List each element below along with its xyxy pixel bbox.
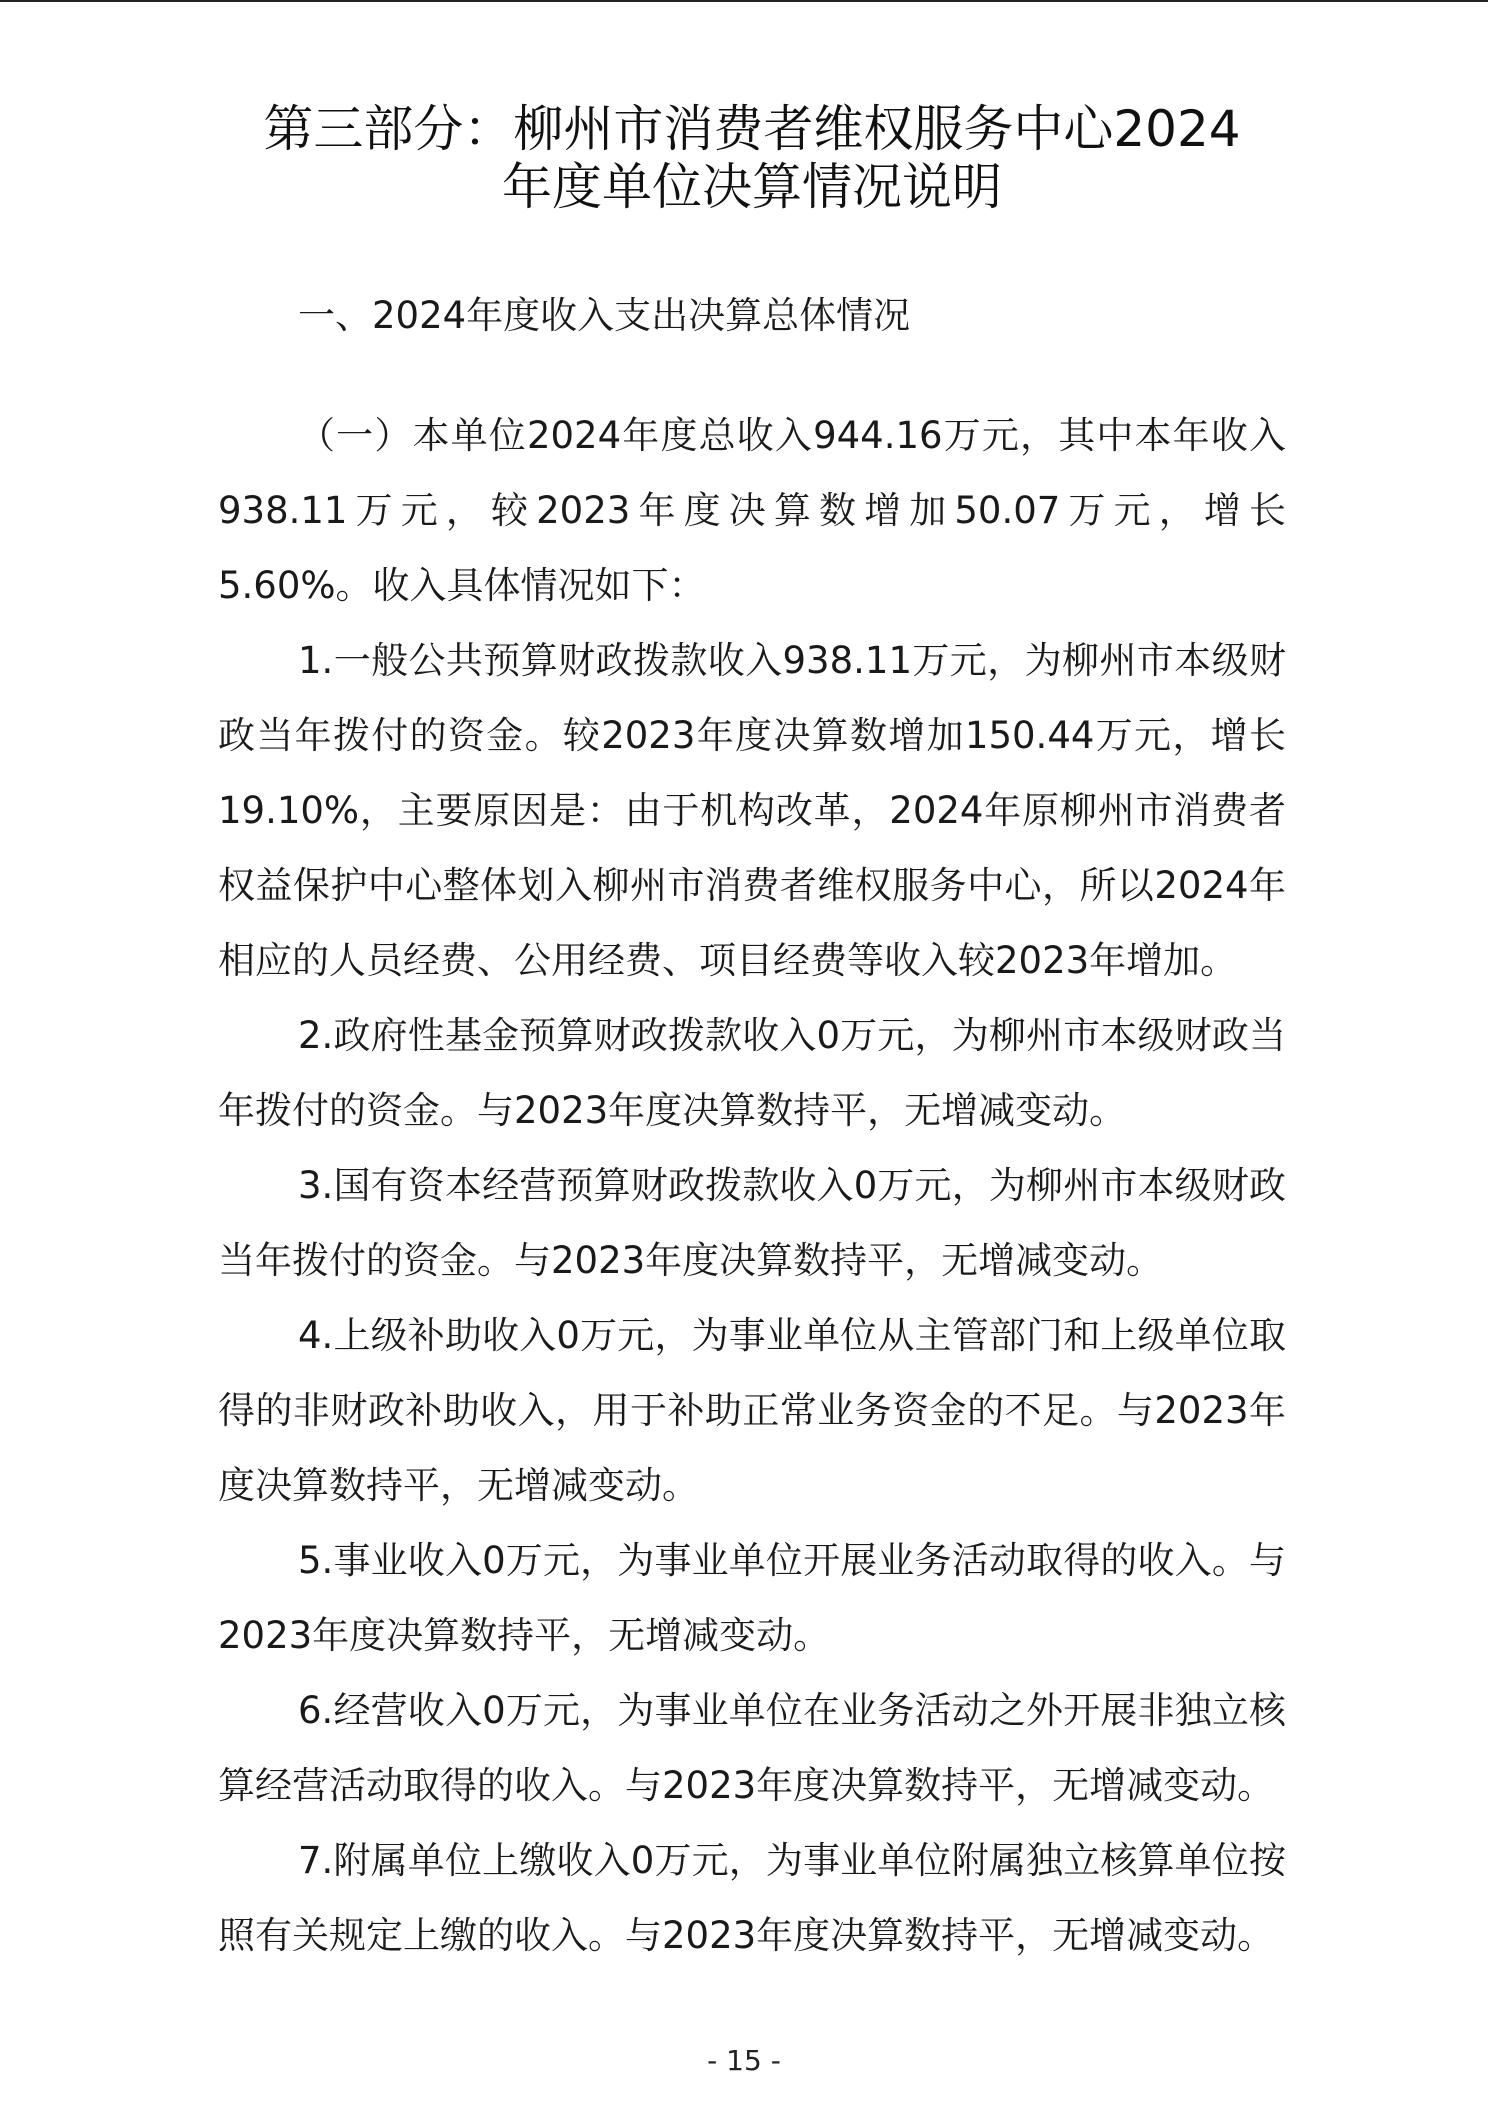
document-title	[218, 100, 1286, 216]
document-page	[218, 100, 1286, 1973]
paragraph-affiliated-income: 7.附属单位上缴收入0万元，为事业单位附属独立核算单位按照有关规定上缴的收入。与2023年度决算数持平，无增减变动。	[218, 1839, 1286, 1957]
title-line-2: 年度单位决算情况说明	[502, 158, 1002, 216]
title-line-1: 第三部分：柳州市消费者维权服务中心2024	[263, 100, 1241, 158]
paragraph-business-income: 5.事业收入0万元，为事业单位开展业务活动取得的收入。与2023年度决算数持平，无增减变动。	[218, 1539, 1286, 1657]
page-number: - 15 -	[707, 2044, 781, 2077]
paragraph-general-budget: 1.一般公共预算财政拨款收入938.11万元，为柳州市本级财政当年拨付的资金。较2023年度决算数增加150.44万元，增长19.10%，主要原因是：由于机构改革，2024年原柳州市消费者权益保护中心整体划入柳州市消费者维权服务中心，所以2024年相应的人员经费、公用经费、项目经费等收入较2023年增加。	[218, 639, 1286, 982]
paragraph-operating-income: 6.经营收入0万元，为事业单位在业务活动之外开展非独立核算经营活动取得的收入。与2023年度决算数持平，无增减变动。	[218, 1689, 1286, 1807]
top-border-line	[0, 0, 1488, 2]
paragraph-government-fund: 2.政府性基金预算财政拨款收入0万元，为柳州市本级财政当年拨付的资金。与2023年度决算数持平，无增减变动。	[218, 1014, 1286, 1132]
section-heading: 一、2024年度收入支出决算总体情况	[298, 294, 911, 337]
paragraph-state-capital: 3.国有资本经营预算财政拨款收入0万元，为柳州市本级财政当年拨付的资金。与2023年度决算数持平，无增减变动。	[218, 1164, 1286, 1282]
paragraph-total-income: （一）本单位2024年度总收入944.16万元，其中本年收入938.11万元，较2023年度决算数增加50.07万元，增长5.60%。收入具体情况如下：	[218, 414, 1286, 607]
paragraph-superior-subsidy: 4.上级补助收入0万元，为事业单位从主管部门和上级单位取得的非财政补助收入，用于补助正常业务资金的不足。与2023年度决算数持平，无增减变动。	[218, 1314, 1286, 1507]
